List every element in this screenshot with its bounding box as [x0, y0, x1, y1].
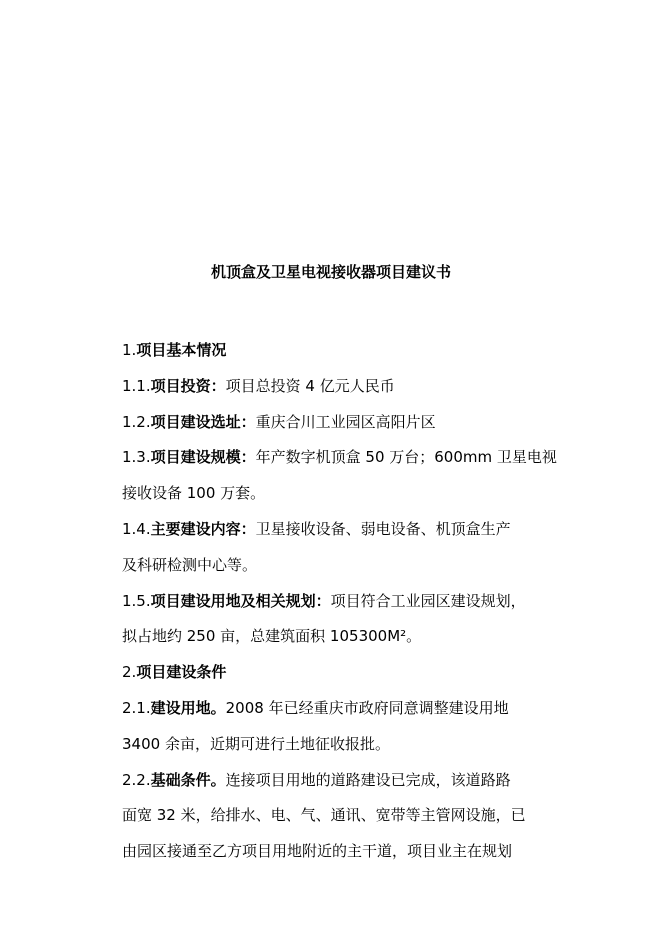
item-text: 重庆合川工业园区高阳片区: [255, 412, 436, 431]
item-text: 拟占地约 250 亩，总建筑面积 105300M²。: [122, 627, 422, 646]
item-text: 项目总投资 4 亿元人民币: [225, 376, 395, 395]
item-continuation-line: [122, 548, 554, 584]
item-label: 项目建设规模：: [150, 448, 256, 467]
item-number: 2.2.: [122, 770, 151, 789]
document-title: 机顶盒及卫星电视接收器项目建议书: [210, 263, 451, 281]
item-line: [122, 369, 554, 405]
section-heading: [122, 333, 554, 369]
item-number: 1.5.: [122, 591, 151, 610]
item-text: 2008 年已经重庆市政府同意调整建设用地: [225, 698, 509, 717]
item-text: 及科研检测中心等。: [122, 555, 258, 574]
item-label: 主要建设内容：: [150, 519, 256, 538]
item-line: [122, 405, 554, 441]
item-text: 卫星接收设备、弱电设备、机顶盒生产: [255, 519, 511, 538]
item-text: 连接项目用地的道路建设已完成，该道路路: [225, 770, 511, 789]
item-label: 建设用地。: [150, 698, 226, 717]
item-text: 年产数字机顶盒 50 万台；600mm 卫星电视: [255, 448, 557, 467]
item-continuation-line: [122, 798, 554, 834]
item-label: 项目建设选址：: [150, 412, 256, 431]
item-text: 项目符合工业园区建设规划，: [330, 591, 526, 610]
item-label: 项目投资：: [150, 376, 226, 395]
item-label: 项目建设用地及相关规划：: [150, 591, 331, 610]
item-number: 1.3.: [122, 448, 151, 467]
section-title: 项目建设条件: [136, 663, 227, 682]
item-number: 1.2.: [122, 412, 151, 431]
item-text: 3400 余亩，近期可进行土地征收报批。: [122, 734, 390, 753]
item-continuation-line: [122, 834, 554, 870]
item-line: [122, 584, 554, 620]
item-text: 面宽 32 米，给排水、电、气、通讯、宽带等主管网设施，已: [122, 806, 526, 825]
item-text: 由园区接通至乙方项目用地附近的主干道，项目业主在规划: [122, 842, 513, 861]
section-heading: [122, 655, 554, 691]
section-number: 2.: [122, 663, 137, 682]
section-title: 项目基本情况: [136, 341, 227, 359]
section-number: 1.: [122, 341, 137, 359]
item-continuation-line: [122, 619, 554, 655]
item-line: [122, 512, 554, 548]
item-continuation-line: [122, 727, 554, 763]
item-label: 基础条件。: [150, 770, 226, 789]
item-number: 1.1.: [122, 376, 151, 395]
item-number: 2.1.: [122, 698, 151, 717]
item-number: 1.4.: [122, 519, 151, 538]
item-continuation-line: [122, 476, 554, 512]
item-line: [122, 763, 554, 799]
item-line: [122, 691, 554, 727]
document-body: [122, 333, 557, 870]
item-line: [122, 440, 557, 476]
item-text: 接收设备 100 万套。: [122, 484, 266, 503]
